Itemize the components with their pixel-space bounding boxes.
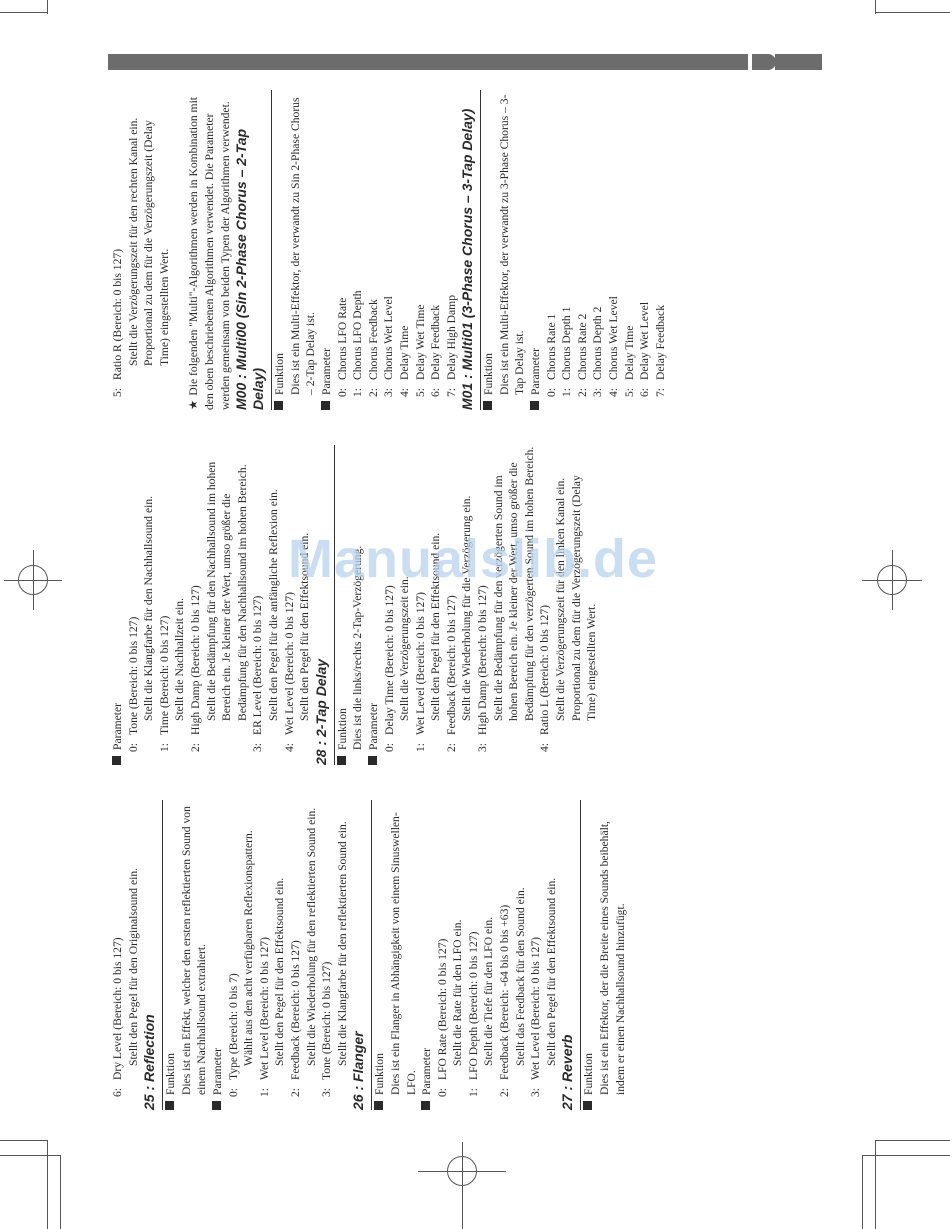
parameter-item	[188, 445, 250, 765]
parameter-label: Delay Time	[397, 325, 411, 380]
parameter-item	[250, 445, 281, 765]
parameter-item	[257, 800, 288, 1110]
subheading	[163, 800, 179, 1110]
parameter-number: 5:	[111, 388, 124, 398]
parameter-number: 0:	[382, 743, 396, 753]
parameter-number: 6:	[111, 1088, 124, 1098]
subheading-label: Funktion	[273, 353, 287, 395]
parameter-number: 3:	[251, 743, 265, 753]
subheading	[272, 90, 288, 410]
parameter-number: 2:	[188, 743, 202, 753]
description-text: Dies ist ein Multi-Effektor, der verwandt zu Sin 2-Phase Chorus – 2-Tap Delay ist.	[288, 97, 318, 395]
parameter-description: Stellt die Bedämpfung für den Nachhallsound im hohen Bereich ein. Je kleiner der Wert, umso größer die Bedämpfung für den Nachhallsound im hohen Bereich.	[204, 461, 249, 721]
parameter-item	[537, 445, 599, 765]
subheading-label: Parameter	[111, 703, 124, 750]
parameter-body	[282, 445, 313, 735]
subheading-label: Funktion	[373, 1053, 387, 1095]
parameter-label: LFO Depth (Bereich: 0 bis 127)	[466, 931, 480, 1080]
parameter-item	[110, 800, 141, 1110]
square-bullet-icon	[337, 756, 346, 765]
crop-mark	[47, 1140, 48, 1229]
parameter-label: Delay Feedback	[429, 304, 443, 380]
subheading	[481, 90, 497, 410]
parameter-description: Stellt den Pegel für den Effektsound ein.	[273, 877, 287, 1066]
parameter-item	[466, 800, 497, 1110]
parameter-number: 1:	[560, 388, 574, 398]
parameter-label: Chorus LFO Depth	[351, 290, 365, 380]
registration-mark	[892, 550, 893, 610]
parameter-item	[335, 90, 351, 410]
parameter-item	[350, 90, 366, 410]
parameter-label: Wet Level (Bereich: 0 bis 127)	[413, 592, 427, 735]
parameter-label: Ratio L (Bereich: 0 bis 127)	[538, 605, 552, 735]
parameter-item	[590, 90, 606, 410]
parameter-number: 2:	[575, 388, 589, 398]
parameter-body	[637, 90, 653, 380]
parameter-description: Stellt den Pegel für den Effektsound ein.	[544, 877, 558, 1066]
parameter-label: Feedback (Bereich: 0 bis 127)	[444, 595, 458, 735]
square-bullet-icon	[112, 756, 121, 765]
square-bullet-icon	[374, 1101, 383, 1110]
parameter-body	[537, 445, 599, 735]
parameter-body	[126, 445, 157, 735]
parameter-label: Delay Wet Level	[638, 301, 652, 380]
subheading-label: Parameter	[420, 1048, 434, 1095]
header-bar	[108, 54, 748, 70]
section-title: M00 : Multi00 (Sin 2-Phase Chorus – 2-Tap Delay)	[233, 90, 272, 410]
parameter-label: Tone (Bereich: 0 bis 127)	[126, 616, 140, 735]
note-body: Die folgenden "Multi"-Algorithmen werden in Kombination mit den oben beschriebenen Algorithmen verwendet. Die Parameter werden gemeinsam von beiden Typen der Algorithmen verwendet.	[187, 96, 232, 410]
parameter-description: Stellt den Pegel für den Originalsound ein.	[126, 867, 140, 1066]
parameter-body	[382, 445, 413, 735]
parameter-item	[606, 90, 622, 410]
header-chevron	[760, 54, 776, 70]
parameter-item	[444, 445, 475, 765]
description-text: Dies ist ein Effekt, welcher den ersten reflektierten Sound von einem Nachhallsound extrahiert.	[179, 806, 209, 1095]
parameter-body	[466, 800, 497, 1080]
parameter-number: 5:	[413, 388, 427, 398]
registration-mark	[33, 550, 34, 610]
parameter-label: Delay Time (Bereich: 0 bis 127)	[382, 585, 396, 735]
parameter-item	[319, 800, 350, 1110]
parameter-label: Feedback (Bereich: 0 bis 127)	[288, 940, 302, 1080]
parameter-number: 4:	[607, 388, 621, 398]
parameter-number: 3:	[320, 1088, 334, 1098]
subheading	[528, 90, 544, 410]
square-bullet-icon	[483, 401, 492, 410]
parameter-item	[428, 90, 444, 410]
parameter-item	[282, 445, 313, 765]
parameter-number: 3:	[382, 388, 396, 398]
subheading-label: Funktion	[335, 708, 349, 750]
parameter-label: Chorus Depth 1	[560, 306, 574, 380]
parameter-number: 4:	[538, 743, 552, 753]
parameter-body	[110, 90, 172, 380]
parameter-item	[110, 90, 172, 410]
parameter-item	[544, 90, 560, 410]
parameter-body	[381, 90, 397, 380]
parameter-body	[319, 800, 350, 1080]
parameter-description: Stellt die Klangfarbe für den Nachhallsound ein.	[142, 495, 156, 721]
section-title: M01 : Multi01 (3-Phase Chorus – 3-Tap Delay)	[459, 90, 481, 410]
parameter-body	[226, 800, 257, 1080]
parameter-description: Stellt die Nachhallzeit ein.	[173, 598, 187, 721]
parameter-item	[575, 90, 591, 410]
section-title: 25 : Reflection	[141, 800, 163, 1110]
section-title: 28 : 2-Tap Delay	[313, 445, 335, 765]
parameter-label: Delay Wet Time	[413, 304, 427, 380]
parameter-description: Stellt die Klangfarbe für den reflektierten Sound ein.	[335, 821, 349, 1066]
section-title: 27 : Reverb	[559, 800, 581, 1110]
parameter-label: Wet Level (Bereich: 0 bis 127)	[529, 937, 543, 1080]
parameter-label: Chorus Feedback	[366, 299, 380, 380]
parameter-label: Ratio R (Bereich: 0 bis 127)	[111, 248, 124, 380]
parameter-description: Stellt das Feedback für den Sound ein.	[513, 887, 527, 1066]
parameter-number: 1:	[157, 743, 171, 753]
parameter-body	[544, 90, 560, 380]
parameter-body	[606, 90, 622, 380]
parameter-item	[226, 800, 257, 1110]
parameter-body	[444, 90, 460, 380]
parameter-number: 1:	[466, 1088, 480, 1098]
subheading	[110, 445, 126, 765]
parameter-item	[157, 445, 188, 765]
parameter-label: Feedback (Bereich: -64 bis 0 bis +63)	[498, 904, 512, 1080]
parameter-label: Chorus Rate 2	[575, 313, 589, 380]
parameter-body	[444, 445, 475, 735]
parameter-label: High Damp (Bereich: 0 bis 127)	[188, 585, 202, 735]
rotated-page-content	[110, 90, 815, 1110]
parameter-label: Delay High Damp	[444, 294, 458, 380]
parameter-label: Chorus Wet Level	[382, 296, 396, 380]
parameter-item	[637, 90, 653, 410]
parameter-item	[435, 800, 466, 1110]
parameter-body	[397, 90, 413, 380]
watermark: Manualslib.de	[288, 529, 659, 589]
parameter-description: Stellt die Wiederholung für den reflektierten Sound ein.	[304, 807, 318, 1066]
parameter-number: 0:	[226, 1088, 240, 1098]
registration-mark	[462, 1142, 463, 1229]
subheading	[210, 800, 226, 1110]
parameter-number: 1:	[257, 1088, 271, 1098]
parameter-number: 7:	[653, 388, 667, 398]
parameter-number: 3:	[591, 388, 605, 398]
note-text	[186, 90, 233, 410]
crop-mark	[0, 1155, 60, 1156]
subheading-label: Funktion	[482, 353, 496, 395]
square-bullet-icon	[368, 756, 377, 765]
parameter-body	[590, 90, 606, 380]
parameter-item	[382, 445, 413, 765]
parameter-body	[335, 90, 351, 380]
crop-mark	[862, 1155, 950, 1156]
parameter-body	[653, 90, 669, 380]
square-bullet-icon	[530, 401, 539, 410]
parameter-number: 3:	[529, 1088, 543, 1098]
parameter-number: 4:	[282, 743, 296, 753]
parameter-body	[413, 445, 444, 735]
parameter-number: 0:	[335, 388, 349, 398]
parameter-body	[257, 800, 288, 1080]
parameter-body	[110, 800, 141, 1080]
crop-mark	[0, 1140, 47, 1141]
parameter-number: 4:	[397, 388, 411, 398]
parameter-number: 2:	[444, 743, 458, 753]
square-bullet-icon	[321, 401, 330, 410]
subheading-label: Parameter	[319, 348, 333, 395]
parameter-body	[622, 90, 638, 380]
parameter-item	[126, 445, 157, 765]
parameter-item	[622, 90, 638, 410]
subheading	[366, 445, 382, 765]
crop-mark	[875, 1140, 876, 1229]
parameter-label: Type (Bereich: 0 bis 7)	[226, 973, 240, 1080]
subheading	[335, 445, 351, 765]
parameter-body	[366, 90, 382, 380]
parameter-item	[528, 800, 559, 1110]
parameter-number: 2:	[288, 1088, 302, 1098]
parameter-number: 7:	[444, 388, 458, 398]
subheading	[372, 800, 388, 1110]
parameter-item	[288, 800, 319, 1110]
parameter-body	[435, 800, 466, 1080]
parameter-label: Wet Level (Bereich: 0 bis 127)	[257, 937, 271, 1080]
parameter-label: Delay Time	[622, 325, 636, 380]
description-text: Dies ist ein Multi-Effektor, der verwandt zu 3-Phase Chorus – 3-Tap Delay ist.	[497, 94, 527, 395]
parameter-number: 1:	[351, 388, 365, 398]
parameter-description: Stellt den Pegel für den Effektsound ein.	[429, 532, 443, 721]
text-column-3	[110, 90, 668, 410]
parameter-number: 1:	[413, 743, 427, 753]
parameter-item	[413, 90, 429, 410]
subheading-label: Parameter	[529, 348, 543, 395]
parameter-label: ER Level (Bereich: 0 bis 127)	[251, 595, 265, 735]
parameter-label: Tone (Bereich: 0 bis 127)	[320, 961, 334, 1080]
parameter-description: Stellt die Wiederholung für die Verzögerung ein.	[460, 495, 474, 721]
parameter-body	[497, 800, 528, 1080]
star-bullet-icon: ★	[187, 399, 201, 410]
parameter-label: LFO Rate (Bereich: 0 bis 127)	[435, 938, 449, 1080]
parameter-label: Chorus Depth 2	[591, 306, 605, 380]
parameter-label: Chorus Rate 1	[544, 313, 558, 380]
parameter-number: 6:	[638, 388, 652, 398]
parameter-body	[428, 90, 444, 380]
parameter-label: Chorus LFO Rate	[335, 297, 349, 380]
parameter-description: Stellt den Pegel für die anfängliche Reflexion ein.	[266, 489, 280, 721]
subheading	[581, 800, 597, 1110]
crop-mark	[47, 0, 48, 14]
subheading-label: Parameter	[366, 703, 380, 750]
parameter-description: Stellt die Verzögerungszeit für den rechten Kanal ein. Proportional zu dem für die Verzögerungszeit (Delay Time) eingestellten Wert.	[126, 117, 171, 366]
parameter-label: Delay Feedback	[653, 304, 667, 380]
parameter-body	[288, 800, 319, 1080]
text-column-1	[110, 800, 628, 1110]
parameter-description: Stellt den Pegel für den Effektsound ein.	[298, 532, 312, 721]
parameter-item	[497, 800, 528, 1110]
parameter-body	[157, 445, 188, 735]
parameter-label: Dry Level (Bereich: 0 bis 127)	[111, 937, 124, 1080]
parameter-description: Stellt die Bedämpfung für den verzögerten Sound im hohen Bereich ein. Je kleiner der Wert, umso größer die Bedämpfung für den verzögerten Sound im hohen Bereich.	[491, 446, 536, 721]
subheading-label: Funktion	[164, 1053, 178, 1095]
subheading-label: Parameter	[210, 1048, 224, 1095]
parameter-body	[528, 800, 559, 1080]
parameter-item	[475, 445, 537, 765]
parameter-description: Wählt aus den acht verfügbaren Reflexionspattern.	[242, 830, 256, 1066]
parameter-body	[575, 90, 591, 380]
parameter-label: Wet Level (Bereich: 0 bis 127)	[282, 592, 296, 735]
crop-mark	[876, 12, 950, 13]
crop-mark	[60, 1155, 61, 1229]
parameter-item	[559, 90, 575, 410]
subheading	[419, 800, 435, 1110]
parameter-item	[413, 445, 444, 765]
parameter-body	[250, 445, 281, 735]
square-bullet-icon	[165, 1101, 174, 1110]
parameter-description: Stellt die Rate für den LFO ein.	[451, 919, 465, 1066]
parameter-item	[397, 90, 413, 410]
parameter-body	[413, 90, 429, 380]
parameter-number: 3:	[476, 743, 490, 753]
subheading	[319, 90, 335, 410]
crop-mark	[862, 1155, 863, 1229]
parameter-item	[653, 90, 669, 410]
square-bullet-icon	[212, 1101, 221, 1110]
description-text: Dies ist ein Effektor, der die Breite eines Sounds beibehält, indem er einen Nachhallsound hinzufügt.	[598, 821, 627, 1095]
parameter-item	[381, 90, 397, 410]
parameter-description: Stellt die Verzögerungszeit ein.	[398, 576, 412, 721]
square-bullet-icon	[421, 1101, 430, 1110]
section-title: 26 : Flanger	[350, 800, 372, 1110]
text-column-2	[110, 445, 600, 765]
subheading-label: Funktion	[582, 1053, 596, 1095]
parameter-number: 2:	[366, 388, 380, 398]
description-text: Dies ist ein Flanger in Abhängigkeit von einem Sinuswellen-LFO.	[388, 812, 418, 1095]
parameter-body	[350, 90, 366, 380]
description-text: Dies ist die links/rechts 2-Tap-Verzögerung.	[351, 545, 365, 750]
parameter-description: Stellt die Tiefe für den LFO ein.	[482, 916, 496, 1066]
parameter-number: 5:	[622, 388, 636, 398]
parameter-body	[475, 445, 537, 735]
crop-mark	[0, 12, 47, 13]
parameter-label: High Damp (Bereich: 0 bis 127)	[476, 585, 490, 735]
parameter-description: Stellt die Verzögerungszeit für den linken Kanal ein. Proportional zu dem für die Verzögerungszeit (Delay Time) eingestellten Wert.	[554, 475, 599, 721]
parameter-number: 0:	[544, 388, 558, 398]
header-bar-end	[775, 54, 822, 70]
parameter-number: 0:	[126, 743, 140, 753]
crop-mark	[875, 1140, 950, 1141]
parameter-label: Time (Bereich: 0 bis 127)	[157, 615, 171, 735]
parameter-number: 0:	[435, 1088, 449, 1098]
parameter-body	[188, 445, 250, 735]
parameter-label: Chorus Wet Level	[607, 296, 621, 380]
parameter-item	[366, 90, 382, 410]
parameter-number: 2:	[498, 1088, 512, 1098]
parameter-number: 6:	[429, 388, 443, 398]
parameter-body	[559, 90, 575, 380]
square-bullet-icon	[583, 1101, 592, 1110]
square-bullet-icon	[274, 401, 283, 410]
parameter-item	[444, 90, 460, 410]
